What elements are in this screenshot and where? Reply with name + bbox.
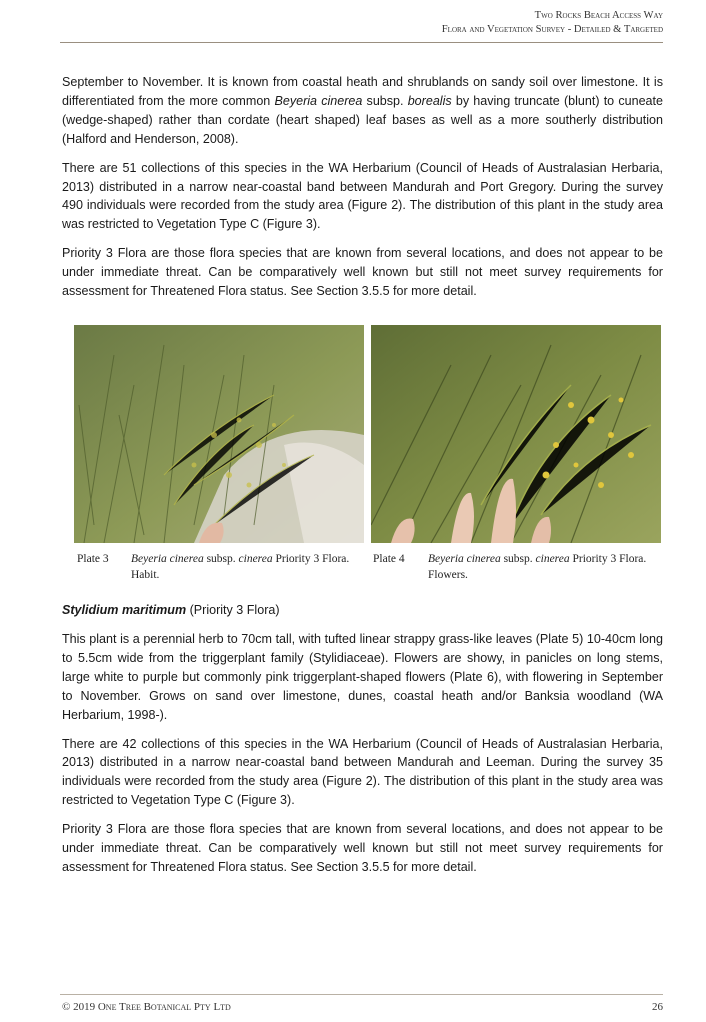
plate-3-image [74,325,364,543]
plate-4-caption-text [428,552,663,583]
footer-copyright: © 2019 One Tree Botanical Pty Ltd [62,1001,231,1013]
section-heading [62,601,280,619]
plate-3-mid: subsp. [203,553,239,565]
plate-3-rest: Priority 3 Flora. Habit. [131,553,350,581]
paragraph-6: Priority 3 Flora are those flora species that are known from several locations, and does not appear to be under immediate threat. Can be comparatively well known but still not meet survey requirements for assessment for Threatened Flora status. See Section 3.5.5 for more detail. [62,822,663,874]
paragraph-1-text-a: September to November. It is known from coastal heath and shrublands on sandy soil over limestone. It is differentiated from the more common [62,75,663,108]
plate-4-rest: Priority 3 Flora. Flowers. [428,553,647,581]
plate-4-species: Beyeria cinerea [428,553,501,565]
section-suffix: (Priority 3 Flora) [186,603,280,617]
page-number: 26 [652,1001,663,1013]
text-block-2 [62,630,663,877]
plate-4-number: Plate 4 [373,553,405,565]
text-block-1 [62,73,663,301]
plate-4-subsp: cinerea [535,553,570,565]
header-line-2: Flora and Vegetation Survey - Detailed & Targeted [441,24,663,35]
paragraph-1-italic-1: Beyeria cinerea [274,93,363,108]
paragraph-1-italic-2: borealis [407,93,452,108]
plate-4-mid: subsp. [500,553,536,565]
plate-4-photo [371,325,661,543]
header-rule [60,42,663,43]
paragraph-5: There are 42 collections of this species in the WA Herbarium (Council of Heads of Australasian Herbaria, 2013) distributed in a narrow near-coastal band between Mandurah and Leeman. During the survey 35 individuals were recorded from the study area (Figure 2). The distribution of this plant in the study area was restricted to Vegetation Type C (Figure 3). [62,736,663,808]
page-header [442,9,663,37]
paragraph-1-text-c: by having truncate (blunt) to cuneate (wedge-shaped) rather than cordate (heart shaped) leaf bases as well as a more southerly distribution (Halford and Henderson, 2008). [62,93,663,146]
footer-rule [60,994,663,995]
paragraph-3: Priority 3 Flora are those flora species that are known from several locations, and does not appear to be under immediate threat. Can be comparatively well known but still not meet survey requirements for assessment for Threatened Flora status. See Section 3.5.5 for more detail. [62,246,663,299]
header-line-1: Two Rocks Beach Access Way [534,10,663,21]
paragraph-2: There are 51 collections of this species in the WA Herbarium (Council of Heads of Australasian Herbaria, 2013) distributed in a narrow near-coastal band between Mandurah and Port Gregory. During the survey 490 individuals were recorded from the study area (Figure 2). The distribution of this plant in the study area was restricted to Vegetation Type C (Figure 3). [62,160,663,232]
plate-3-photo [74,325,364,543]
section-title: Stylidium maritimum [62,603,187,617]
plate-3-species: Beyeria cinerea [131,553,204,565]
paragraph-1 [62,73,663,149]
plate-3-number: Plate 3 [77,553,109,565]
paragraph-4: This plant is a perennial herb to 70cm tall, with tufted linear strappy grass-like leaves (Plate 5) 10-40cm long to 5.5cm wide from the triggerplant family (Stylidiaceae). Flowers are showy, in panicles on long stems, large white to purple but commonly pink triggerplant-shaped flowers (Plate 6), with flowering in September to November. Grows on sand over limestone, dunes, coastal heath and/or Banksia woodland (WA Herbarium, 1998-). [62,632,663,722]
plate-3-caption-text [131,552,367,583]
plate-4-image [371,325,661,543]
plate-3-subsp: cinerea [238,553,273,565]
paragraph-1-text-b: subsp. [362,93,408,108]
